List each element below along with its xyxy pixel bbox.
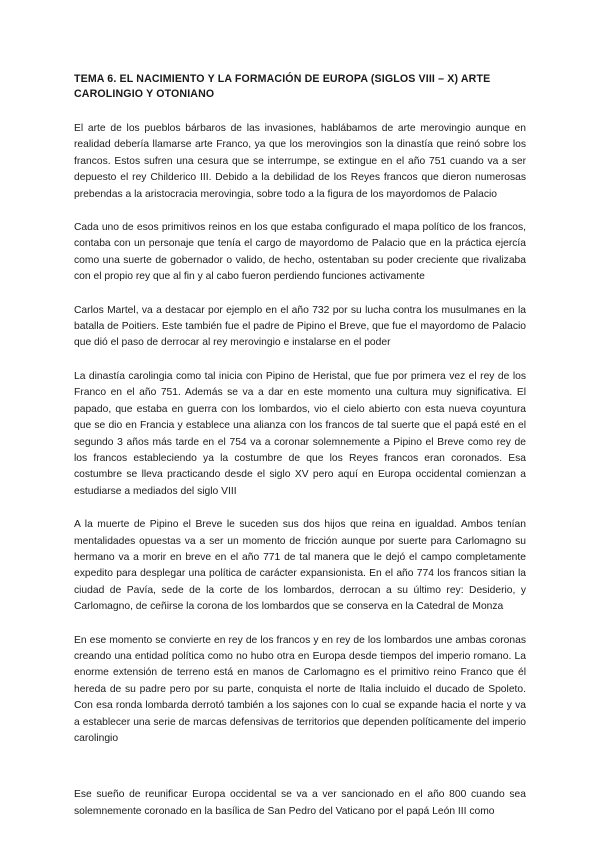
paragraph-merovingian-art: El arte de los pueblos bárbaros de las invasiones, hablábamos de arte merovingio aunque en realidad debería llamarse arte Franco, ya que los merovingios son la dinastía que reinó sobre los francos. Estos sufren una cesura que se interrumpe, se extingue en el año 751 cuando va a ser depuesto el rey Childerico III. Debido a la debilidad de los Reyes francos que dieron numerosas prebendas a la aristocracia merovingia, sobre todo a la figura de los mayordomos de Palacio (74, 123, 526, 200)
document-title: TEMA 6. EL NACIMIENTO Y LA FORMACIÓN DE EUROPA (SIGLOS VIII – X) ARTE CAROLINGIO Y OTONIANO (74, 73, 491, 100)
document-page (74, 72, 526, 837)
paragraph-coronation-800: Ese sueño de reunificar Europa occidental se va a ver sancionado en el año 800 cuando sea solemnemente coronado en la basílica de San Pedro del Vaticano por el papá León III como (74, 789, 526, 817)
paragraph-pipino-succession: A la muerte de Pipino el Breve le suceden sus dos hijos que reina en igualdad. Ambos tenían mentalidades opuestas va a ser un momento de fricción aunque por suerte para Carlomagno su hermano va a morir en breve en el año 771 de tal manera que le dejó el campo completamente expedito para desplegar una política de carácter expansionista. En el año 774 los francos sitian la ciudad de Pavía, sede de la corte de los lombardos, derrocan a su último rey: Desiderio, y Carlomagno, de ceñirse la corona de los lombardos que se conserva en la Catedral de Monza (74, 519, 526, 613)
paragraph-mayordomos: Cada uno de esos primitivos reinos en los que estaba configurado el mapa político de los francos, contaba con un personaje que tenía el cargo de mayordomo de Palacio que en la práctica ejercía como una suerte de gobernador o valido, de hecho, ostentaban su poder creciente que rivalizaba con el propio rey que al fin y al cabo fueron perdiendo funciones activamente (74, 222, 526, 283)
paragraph-carolingian-dynasty: La dinastía carolingia como tal inicia con Pipino de Heristal, que fue por primera vez el rey de los Franco en el año 751. Además se va a dar en este momento una cultura muy significativa. El papado, que estaba en guerra con los lombardos, vio el cielo abierto con esta nueva coyuntura que se dio en Francia y establece una alianza con los francos de tal suerte que el papá esté en el segundo 3 años más tarde en el 754 va a coronar solemnemente a Pipino el Breve como rey de los francos estableciendo ya la costumbre de que los Reyes francos eran coronados. Esa costumbre se lleva practicando desde el siglo XV pero aquí en Europa occidental comienzan a estudiarse a mediados del siglo VIII (74, 370, 526, 497)
paragraph-carlos-martel: Carlos Martel, va a destacar por ejemplo en el año 732 por su lucha contra los musulmanes en la batalla de Poitiers. Este también fue el padre de Pipino el Breve, que fue el mayordomo de Palacio que dió el paso de derrocar al rey merovingio e instalarse en el poder (74, 304, 526, 349)
paragraph-francos-lombardos: En ese momento se convierte en rey de los francos y en rey de los lombardos une ambas coronas creando una entidad política como no hubo otra en Europa desde tiempos del imperio romano. La enorme extensión de terreno está en manos de Carlomagno es el primitivo reino Franco que él hereda de su padre pero por su parte, conquista el norte de Italia incluido el ducado de Spoleto. Con esa ronda lombarda derrotó también a los sajones con lo cual se expande hacia el norte y va a establecer una serie de marcas defensivas de territorios que dependen políticamente del imperio carolingio (74, 634, 526, 744)
